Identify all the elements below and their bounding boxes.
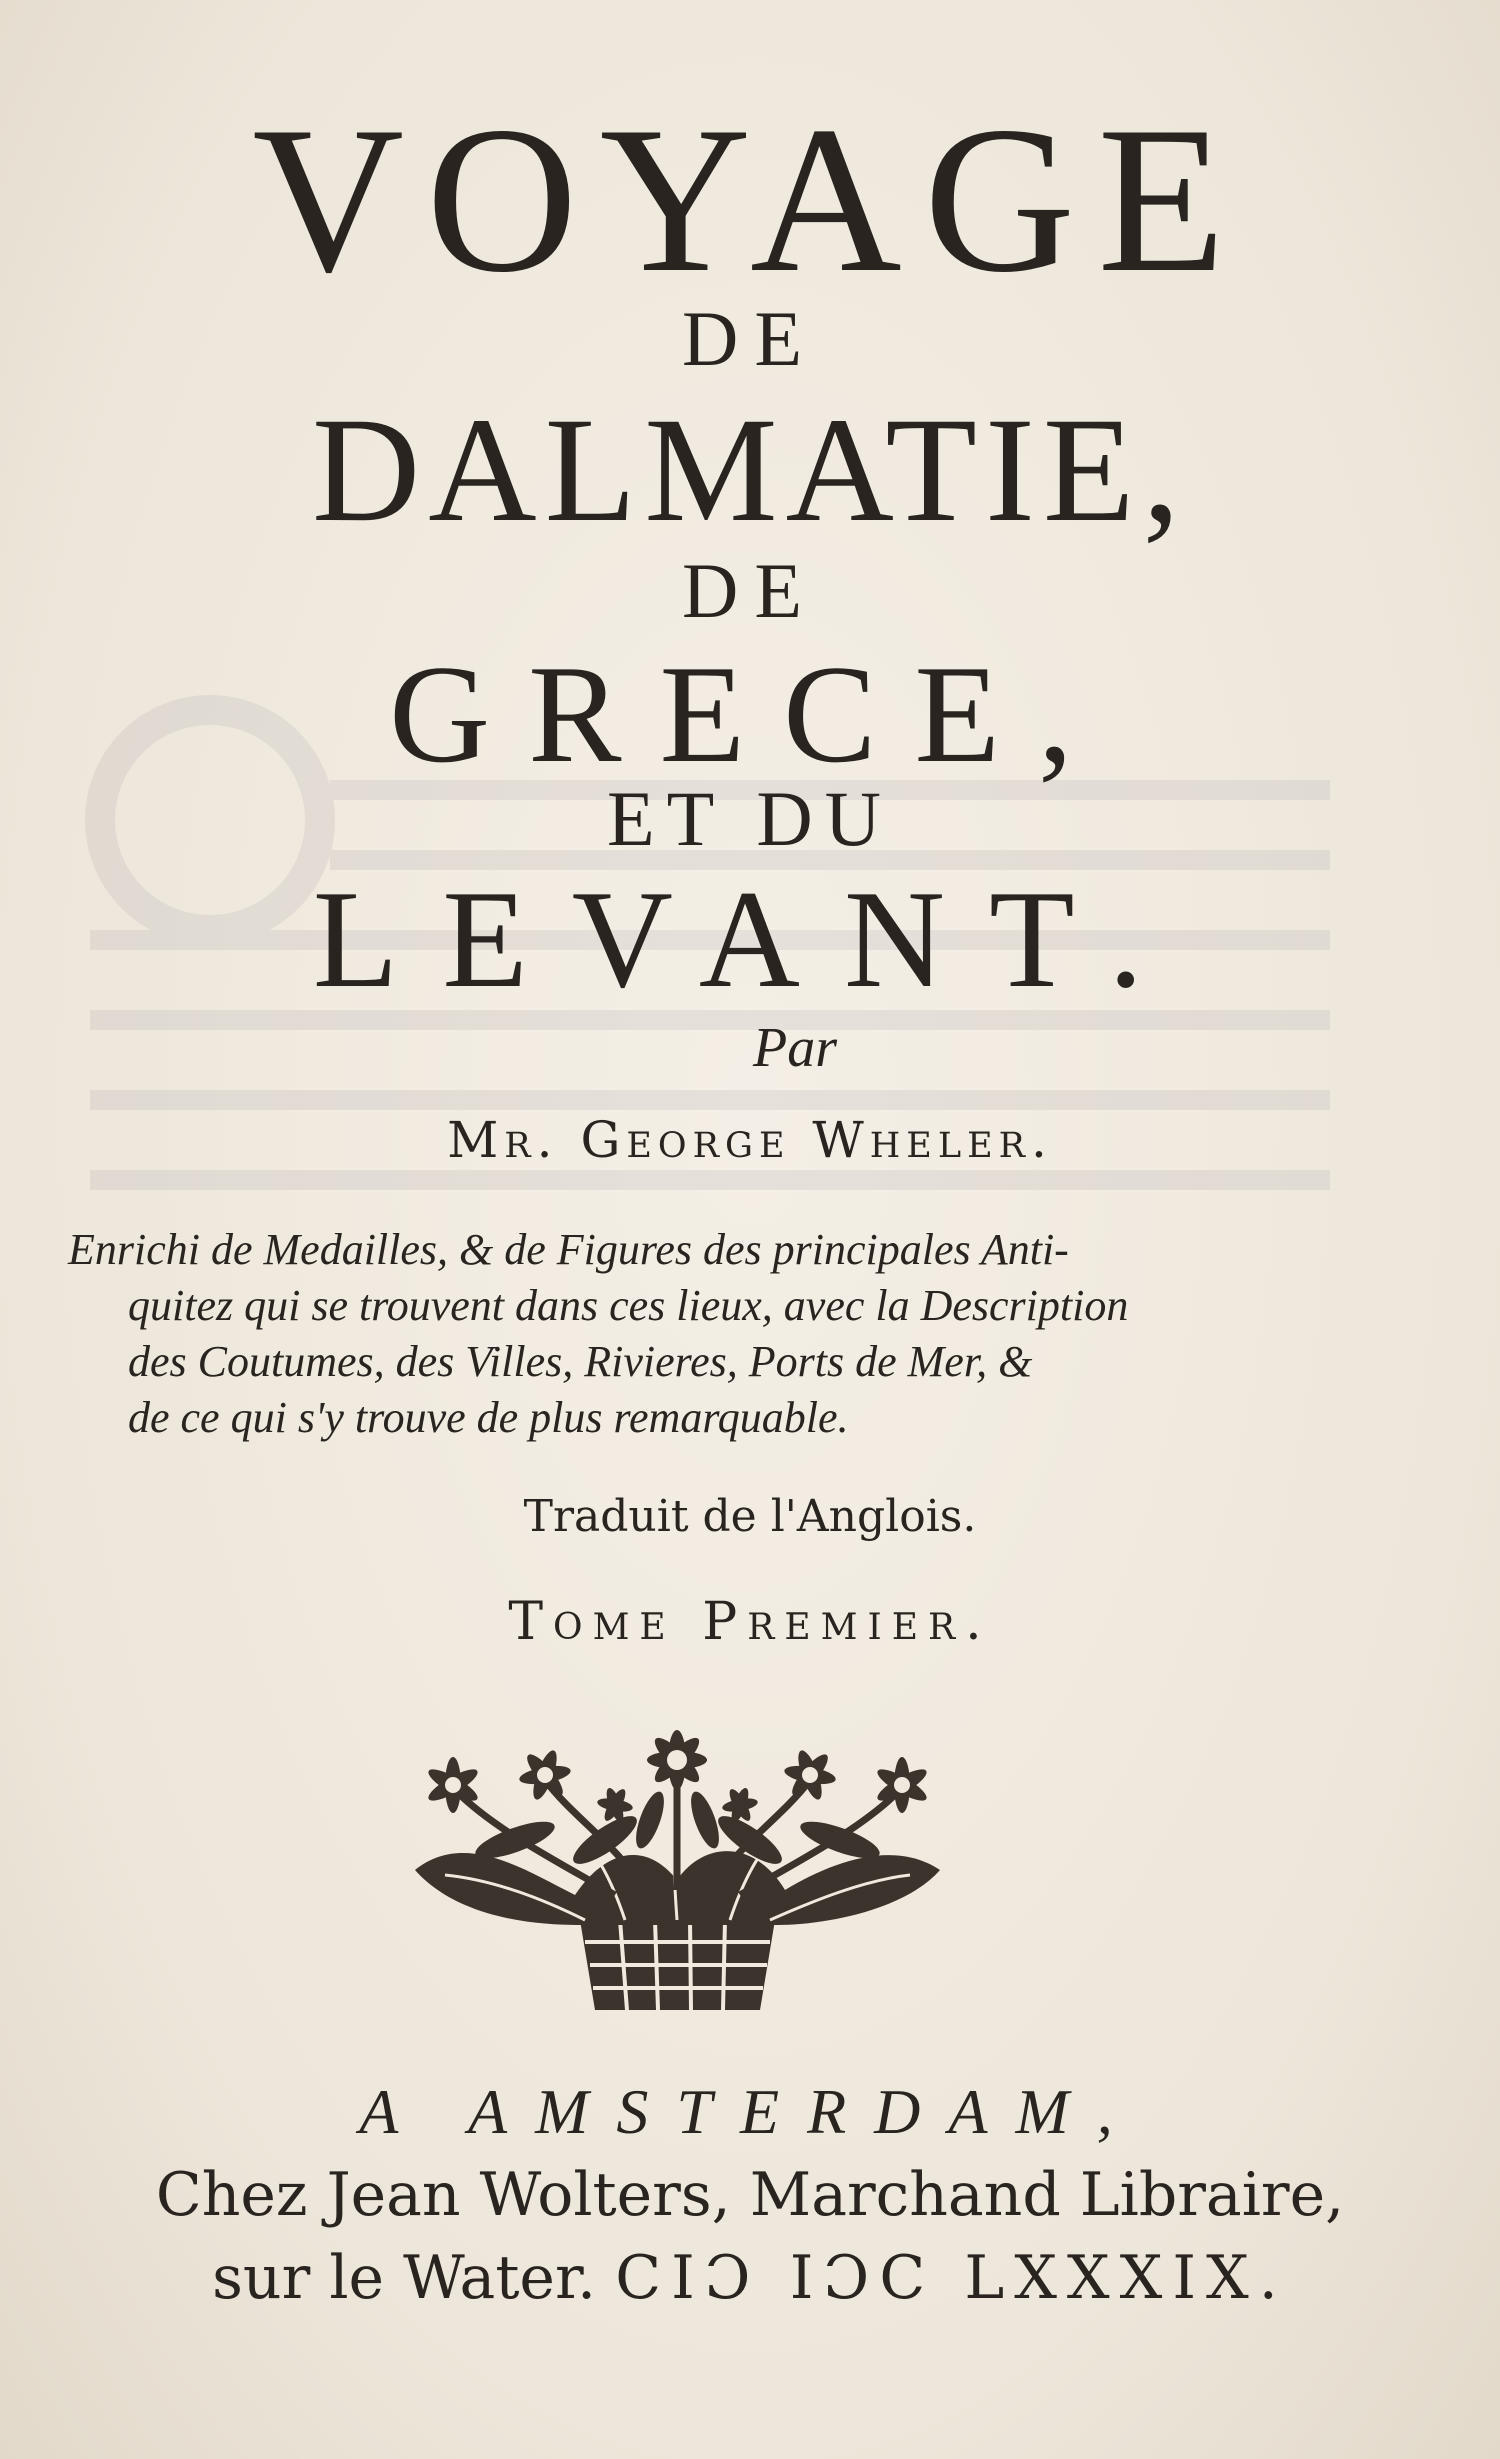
title-dalmatie: DALMATIE, [311,387,1189,553]
description-line: de ce qui s'y trouve de plus remarquable. [128,1393,849,1442]
imprint-city: A AMSTERDAM, [359,2076,1141,2147]
title-grece: GRECE, [389,637,1111,792]
imprint-publisher: Chez Jean Wolters, Marchand Libraire, [155,2160,1345,2230]
description-line: Enrichi de Medailles, & de Figures des principales Anti- [68,1225,1069,1274]
imprint-address: sur le Water. [212,2243,597,2313]
author-name: Mr. George Wheler. [447,1111,1053,1169]
volume-label: Tome Premier. [508,1592,992,1652]
title-de-1: DE [682,295,818,382]
translation-note: Traduit de l'Anglois. [523,1491,977,1542]
title-et-du: ET DU [606,775,894,862]
description-line: des Coutumes, des Villes, Rivieres, Ports de Mer, & [128,1337,1033,1386]
imprint-address-line [0,2243,1500,2313]
imprint-date: CIƆ IƆC LXXXIX. [615,2243,1288,2313]
byline-par: Par [753,1017,837,1079]
title-de-2: DE [682,547,818,634]
flower-basket-icon [405,1720,950,2020]
description-block [68,1222,1328,1446]
title-voyage: VOYAGE [252,84,1248,316]
title-levant: LEVANT. [312,862,1188,1017]
description-line: quitez qui se trouvent dans ces lieux, avec la Description [128,1281,1129,1330]
